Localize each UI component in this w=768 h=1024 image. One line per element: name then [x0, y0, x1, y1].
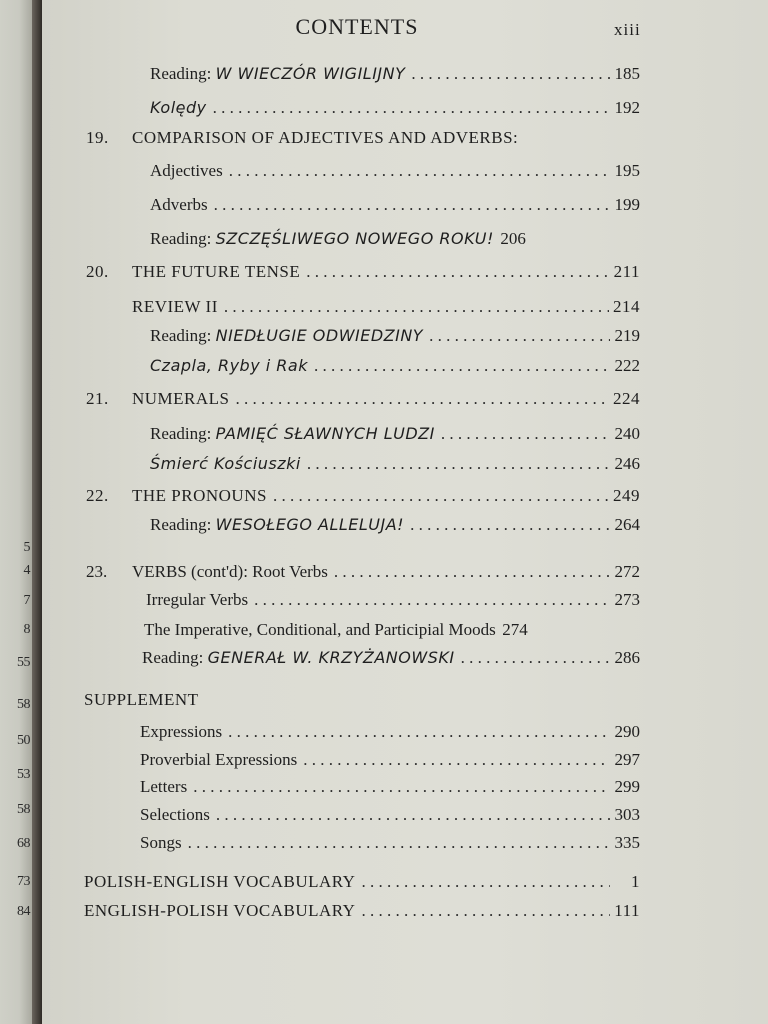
entry-page: 1 — [631, 872, 640, 891]
dot-leader — [461, 648, 610, 668]
entry-title: Expressions — [140, 722, 223, 741]
entry-page: 272 — [614, 562, 640, 581]
toc-entry — [140, 750, 640, 770]
entry-page: 199 — [614, 195, 640, 214]
entry-title: Śmierć Kościuszki — [150, 454, 301, 473]
dot-leader — [188, 833, 610, 853]
reading-prefix: Reading: — [150, 326, 212, 345]
entry-title: THE FUTURE TENSE — [132, 262, 301, 281]
dot-leader — [254, 590, 610, 610]
toc-section — [84, 901, 640, 921]
entry-page: 246 — [614, 454, 640, 473]
entry-page: 264 — [614, 515, 640, 534]
edge-number: 50 — [17, 733, 30, 748]
entry-page: 206 — [500, 229, 526, 248]
toc-section — [84, 872, 640, 892]
entry-page: 299 — [614, 777, 640, 796]
entry-title: W WIECZÓR WIGILIJNY — [215, 64, 406, 83]
edge-number: 84 — [17, 904, 30, 919]
page-number: xiii — [614, 20, 641, 39]
page-title: CONTENTS — [295, 14, 419, 39]
entry-title: NUMERALS — [132, 389, 230, 408]
entry-page: 290 — [614, 722, 640, 741]
entry-page: 185 — [614, 64, 640, 83]
entry-title: PAMIĘĆ SŁAWNYCH LUDZI — [215, 424, 435, 443]
toc-entry — [150, 64, 640, 84]
entry-title: REVIEW II — [132, 297, 218, 316]
reading-prefix: Reading: — [150, 515, 212, 534]
entry-title: NIEDŁUGIE ODWIEDZINY — [215, 326, 424, 345]
left-page-edge — [0, 0, 32, 1024]
entry-page: 211 — [613, 262, 640, 281]
dot-leader — [224, 297, 609, 317]
entry-page: 274 — [502, 620, 528, 639]
entry-page: 297 — [614, 750, 640, 769]
edge-number: 68 — [17, 836, 30, 851]
entry-page: 335 — [614, 833, 640, 852]
dot-leader — [361, 901, 610, 921]
toc-section — [84, 690, 640, 710]
chapter-number: 19. — [86, 128, 109, 147]
edge-number: 7 — [23, 593, 30, 608]
edge-number: 8 — [23, 622, 30, 637]
entry-title: WESOŁEGO ALLELUJA! — [215, 515, 405, 534]
edge-number: 4 — [23, 563, 30, 578]
entry-page: 195 — [614, 161, 640, 180]
entry-page: 303 — [614, 805, 640, 824]
toc-entry — [150, 356, 640, 376]
dot-leader — [411, 64, 610, 84]
entry-title: SZCZĘŚLIWEGO NOWEGO ROKU! — [215, 229, 494, 248]
dot-leader — [307, 454, 610, 474]
book-gutter — [32, 0, 42, 1024]
toc-entry — [146, 590, 640, 610]
entry-page: 111 — [614, 901, 640, 920]
dot-leader — [306, 262, 609, 282]
dot-leader — [213, 98, 610, 118]
toc-entry — [150, 515, 640, 535]
toc-entry — [140, 805, 640, 825]
entry-page: 273 — [614, 590, 640, 609]
toc-entry — [150, 98, 640, 118]
dot-leader — [361, 872, 610, 892]
entry-page: 219 — [614, 326, 640, 345]
toc-entry — [150, 424, 640, 444]
dot-leader — [216, 805, 610, 825]
entry-page: 240 — [614, 424, 640, 443]
dot-leader — [228, 722, 610, 742]
toc-chapter — [86, 389, 640, 409]
reading-prefix: Reading: — [142, 648, 204, 667]
dot-leader — [273, 486, 609, 506]
toc-entry — [142, 648, 640, 668]
edge-number: 53 — [17, 767, 30, 782]
toc-chapter — [86, 486, 640, 506]
dot-leader — [303, 750, 610, 770]
contents-page — [42, 0, 768, 1024]
edge-number: 58 — [17, 802, 30, 817]
dot-leader — [214, 195, 610, 215]
entry-title: The Imperative, Conditional, and Participial Moods — [144, 620, 496, 639]
toc-entry — [150, 161, 640, 181]
chapter-number: 22. — [86, 486, 109, 505]
entry-page: 249 — [613, 486, 640, 505]
dot-leader — [429, 326, 610, 346]
toc-entry — [140, 777, 640, 797]
edge-number: 73 — [17, 874, 30, 889]
chapter-number: 20. — [86, 262, 109, 281]
entry-title: ENGLISH-POLISH VOCABULARY — [84, 901, 356, 920]
edge-number: 5 — [23, 540, 30, 555]
dot-leader — [229, 161, 610, 181]
toc-entry — [150, 229, 640, 249]
entry-title: GENERAŁ W. KRZYŻANOWSKI — [207, 648, 455, 667]
toc-chapter — [86, 262, 640, 282]
entry-page: 214 — [613, 297, 640, 316]
toc-entry — [144, 620, 640, 640]
entry-title: Irregular Verbs — [146, 590, 249, 609]
reading-prefix: Reading: — [150, 229, 212, 248]
entry-title: SUPPLEMENT — [84, 690, 199, 709]
toc-entry — [150, 326, 640, 346]
entry-title: COMPARISON OF ADJECTIVES AND ADVERBS: — [132, 128, 519, 147]
entry-title: Letters — [140, 777, 188, 796]
toc-entry — [140, 833, 640, 853]
reading-prefix: Reading: — [150, 64, 212, 83]
entry-page: 224 — [613, 389, 640, 408]
entry-title: VERBS (cont'd): Root Verbs — [132, 562, 328, 581]
dot-leader — [193, 777, 610, 797]
toc-chapter — [86, 128, 640, 148]
entry-title: THE PRONOUNS — [132, 486, 267, 505]
toc-entry — [150, 454, 640, 474]
toc-entry — [150, 195, 640, 215]
dot-leader — [314, 356, 610, 376]
dot-leader — [334, 562, 610, 582]
toc-chapter — [86, 562, 640, 582]
dot-leader — [410, 515, 610, 535]
entry-title: Selections — [140, 805, 210, 824]
entry-title: Czapla, Ryby i Rak — [150, 356, 308, 375]
edge-number: 58 — [17, 697, 30, 712]
entry-title: Adverbs — [150, 195, 208, 214]
entry-page: 222 — [614, 356, 640, 375]
edge-number: 55 — [17, 655, 30, 670]
entry-page: 286 — [614, 648, 640, 667]
entry-page: 192 — [614, 98, 640, 117]
entry-title: POLISH-ENGLISH VOCABULARY — [84, 872, 356, 891]
entry-title: Adjectives — [150, 161, 223, 180]
dot-leader — [236, 389, 609, 409]
entry-title: Proverbial Expressions — [140, 750, 298, 769]
entry-title: Songs — [140, 833, 182, 852]
chapter-number: 21. — [86, 389, 109, 408]
entry-title: Kolędy — [150, 98, 207, 117]
dot-leader — [441, 424, 610, 444]
chapter-number: 23. — [86, 562, 108, 581]
reading-prefix: Reading: — [150, 424, 212, 443]
toc-entry — [132, 297, 640, 317]
toc-entry — [140, 722, 640, 742]
